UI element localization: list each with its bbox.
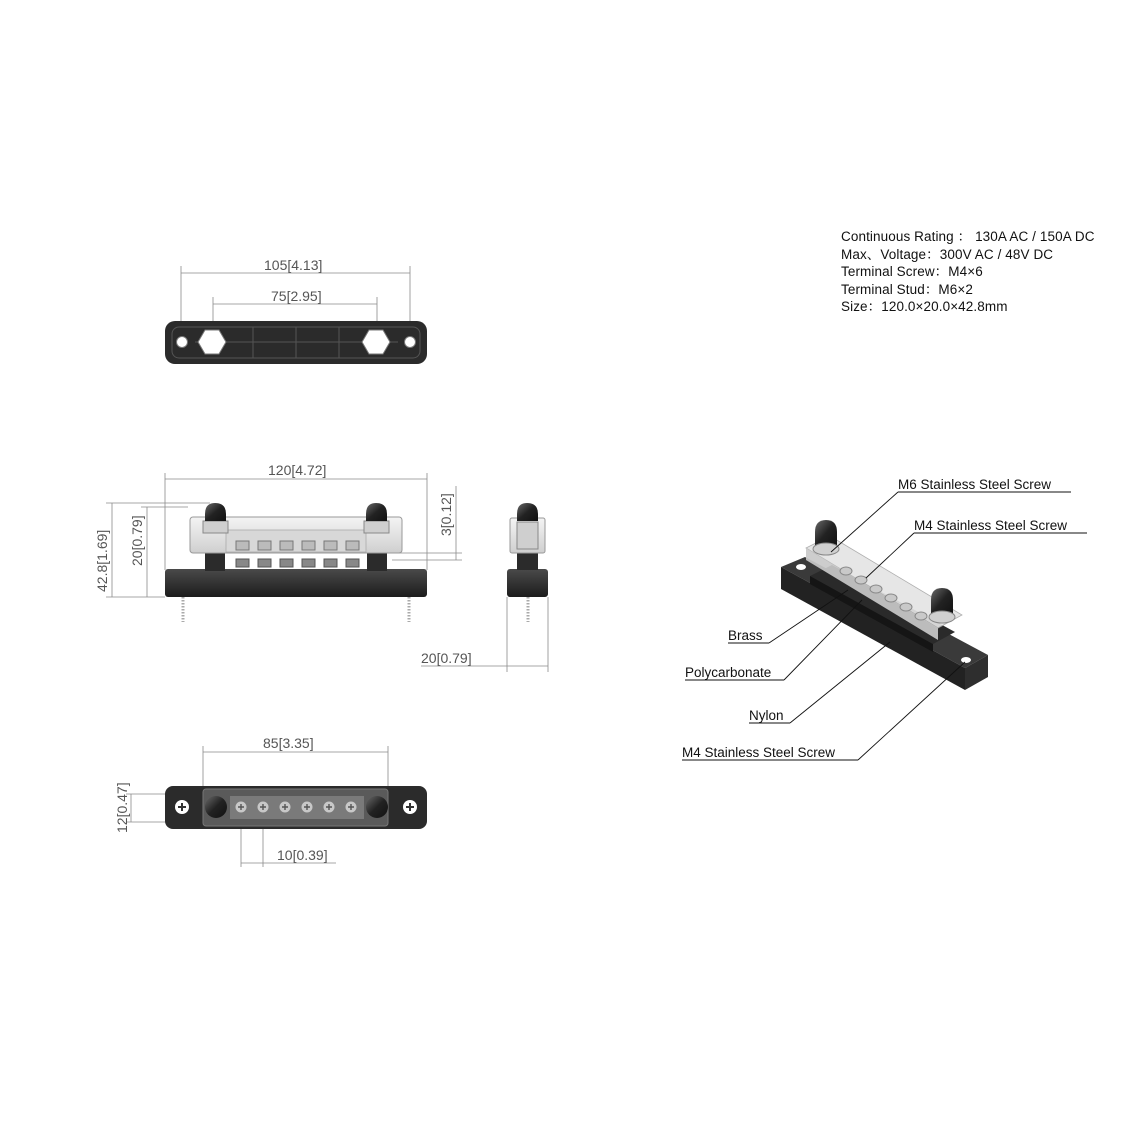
mount-hole-icon [796,564,806,570]
dim-length: 120[4.72] [268,462,327,478]
stud-nut-icon [366,503,387,521]
stud-nut-icon [931,588,953,614]
front-body [165,569,427,597]
callout-nylon: Nylon [749,708,784,723]
spec-continuous-rating: Continuous Rating ： 130A AC / 150A DC [841,229,1095,244]
front-view [94,462,462,622]
mount-hole-icon [961,657,971,663]
side-body [507,569,548,597]
spec-terminal-stud: Terminal Stud：M6×2 [841,281,973,297]
top-view [165,257,427,364]
dim-overall-holes: 105[4.13] [264,257,323,273]
side-view-dimensions [421,597,548,672]
isometric-view [781,520,988,690]
stud-nut-icon [366,796,388,818]
dim-side-width: 20[0.79] [421,650,472,666]
callout-m4-screw-top: M4 Stainless Steel Screw [914,518,1068,533]
mount-hole-icon [177,337,188,348]
stud-nut-icon [815,520,837,546]
dim-cover-length: 85[3.35] [263,735,314,751]
dim-body-height: 20[0.79] [129,515,145,566]
dim-bottom-width: 12[0.47] [114,782,130,833]
spec-size: Size：120.0×20.0×42.8mm [841,299,1008,314]
stud-nut-icon [205,796,227,818]
dim-cover: 3[0.12] [438,493,454,536]
bottom-view [114,735,427,867]
stud-nut-icon [205,503,226,521]
spec-max-voltage: Max、Voltage：300V AC / 48V DC [841,246,1054,262]
callout-brass: Brass [728,628,763,643]
spec-terminal-screw: Terminal Screw：M4×6 [841,264,983,279]
dim-total-height: 42.8[1.69] [94,529,110,592]
callout-m4-screw-bottom: M4 Stainless Steel Screw [682,745,836,760]
callout-m6-screw: M6 Stainless Steel Screw [898,477,1052,492]
dim-studs: 75[2.95] [271,288,322,304]
stud-nut-icon [517,503,538,521]
dim-pitch: 10[0.39] [277,847,328,863]
mount-hole-icon [405,337,416,348]
callout-polycarbonate: Polycarbonate [685,665,772,680]
